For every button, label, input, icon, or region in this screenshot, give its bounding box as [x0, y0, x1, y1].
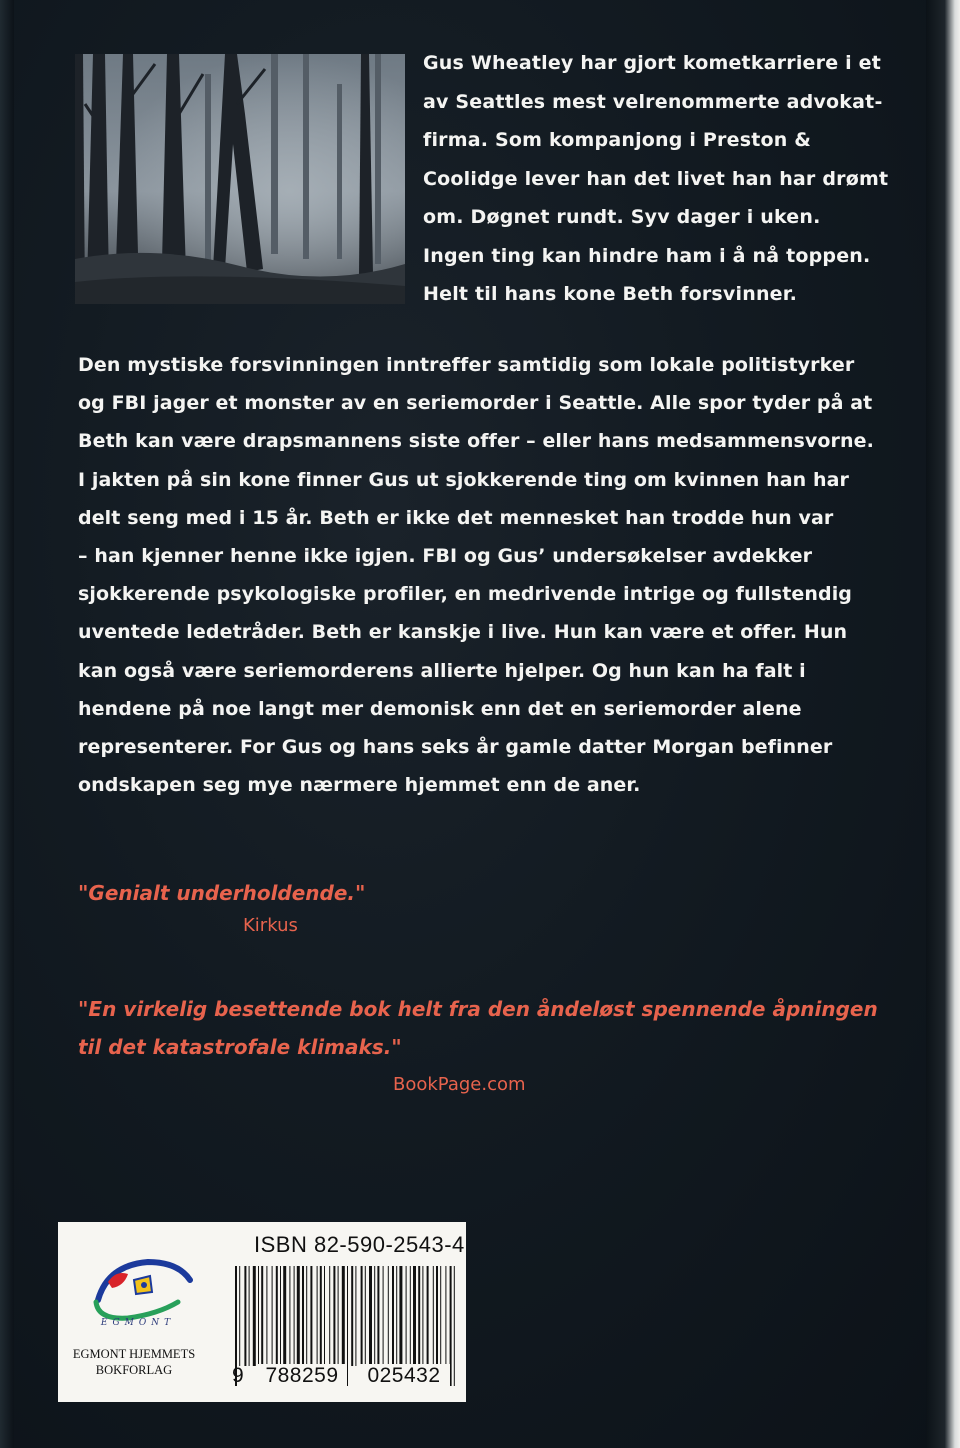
barcode-bar: [317, 1266, 318, 1366]
barcode-bar: [297, 1266, 300, 1366]
ean-first-digit: 9: [232, 1364, 244, 1387]
intro-line: Coolidge lever han det livet han har drømt: [423, 167, 889, 190]
barcode-bar: [374, 1266, 375, 1366]
barcode-bar: [418, 1266, 420, 1366]
barcode-bar: [266, 1266, 267, 1366]
barcode-bar: [383, 1266, 384, 1366]
barcode-bar: [244, 1266, 246, 1366]
cover-spine-edge: [926, 0, 960, 1448]
barcode-bar: [347, 1266, 348, 1386]
barcode-bar: [320, 1266, 322, 1366]
publisher-line: BOKFORLAG: [95, 1363, 173, 1377]
barcode-bar: [302, 1266, 304, 1366]
barcode-bar: [283, 1266, 286, 1366]
egmont-logo-icon: [68, 1240, 208, 1330]
synopsis-line: delt seng med i 15 år. Beth er ikke det mennesket han trodde hun var: [78, 506, 834, 529]
barcode-bar: [272, 1266, 273, 1366]
barcode-bar: [249, 1266, 250, 1366]
synopsis-line: sjokkerende psykologiske profiler, en medrivende intrige og fullstendig: [78, 583, 853, 606]
synopsis-line: representerer. For Gus og hans seks år gamle datter Morgan befinner: [78, 736, 833, 759]
isbn-number: ISBN 82-590-2543-4: [254, 1232, 465, 1257]
ean-right-digits: 025432: [358, 1364, 450, 1388]
barcode-bar: [427, 1266, 429, 1366]
synopsis-line: og FBI jager et monster av en seriemorder i Seattle. Alle spor tyder på at: [78, 392, 873, 415]
barcode-bar: [276, 1266, 278, 1366]
intro-line: Gus Wheatley har gjort kometkarriere i et: [423, 52, 881, 74]
barcode-bar: [377, 1266, 379, 1366]
barcode-bar: [410, 1266, 411, 1366]
synopsis-line: uventede ledetråder. Beth er kanskje i live. Hun kan være et offer. Hun: [78, 621, 848, 644]
barcode-bar: [396, 1266, 397, 1366]
barcode-bar: [333, 1266, 335, 1366]
intro-line: Ingen ting kan hindre ham i å nå toppen.: [423, 244, 871, 267]
synopsis-line: ondskapen seg mye nærmere hjemmet enn de aner.: [78, 774, 641, 797]
quote-line: til det katastrofale klimaks.": [78, 1035, 402, 1059]
egmont-logo-wordmark: EGMONT: [100, 1318, 176, 1328]
intro-line: Helt til hans kone Beth forsvinner.: [423, 283, 798, 305]
barcode-bar: [433, 1266, 434, 1366]
barcode-bar: [294, 1266, 295, 1366]
synopsis-line: kan også være seriemorderens allierte hjelper. Og hun kan ha falt i: [78, 659, 806, 682]
review-source-kirkus: Kirkus: [243, 915, 298, 936]
review-quote-kirkus: "Genialt underholdende.": [78, 881, 366, 905]
barcode-bar: [365, 1266, 366, 1366]
intro-line: firma. Som kompanjong i Preston &: [423, 129, 812, 151]
intro-line: om. Døgnet rundt. Syv dager i uken.: [423, 206, 821, 228]
barcode-bar: [306, 1266, 307, 1366]
barcode-bar: [258, 1266, 259, 1366]
synopsis-line: I jakten på sin kone finner Gus ut sjokkerende ting om kvinnen han har: [78, 468, 849, 491]
misty-forest-photo: [75, 54, 405, 304]
barcode-bar: [289, 1266, 290, 1366]
barcode-bar: [369, 1266, 372, 1366]
intro-paragraph: [423, 44, 893, 314]
synopsis-line: Den mystiske forsvinningen inntreffer samtidig som lokale politistyrker: [78, 354, 855, 376]
barcode-bar: [239, 1266, 240, 1366]
barcode-bar: [422, 1266, 423, 1366]
intro-line: av Seattles mest velrenommerte advokat-: [423, 90, 883, 113]
barcode-bar: [436, 1266, 438, 1366]
review-quote-bookpage: [78, 990, 898, 1066]
barcode-bar: [280, 1266, 281, 1366]
quote-line: "En virkelig besettende bok helt fra den åndeløst spennende åpningen: [78, 997, 878, 1021]
barcode-bar: [406, 1266, 407, 1366]
barcode-bar: [399, 1266, 402, 1366]
synopsis-paragraph: [78, 346, 878, 804]
synopsis-line: Beth kan være drapsmannens siste offer – eller hans medsammensvorne.: [78, 430, 874, 453]
barcode-bar: [413, 1266, 416, 1366]
barcode-bar: [351, 1266, 353, 1366]
publisher-name: [64, 1346, 204, 1378]
barcode-bar: [445, 1266, 446, 1366]
barcode-bar: [324, 1266, 325, 1366]
barcode-bar: [355, 1266, 356, 1366]
barcode-bar: [388, 1266, 389, 1366]
barcode-label: [58, 1222, 466, 1402]
barcode-bar: [253, 1266, 256, 1366]
barcode-bar: [310, 1266, 312, 1366]
barcode-bar: [392, 1266, 394, 1366]
ean-left-digits: 788259: [257, 1364, 347, 1388]
barcode-bar: [454, 1266, 455, 1386]
publisher-line: EGMONT HJEMMETS: [72, 1347, 196, 1361]
cover-left-edge: [0, 0, 14, 1448]
barcode-bar: [440, 1266, 441, 1366]
synopsis-line: hendene på noe langt mer demonisk enn det en seriemorder alene: [78, 697, 802, 720]
barcode-bar: [338, 1266, 339, 1366]
barcode-bar: [329, 1266, 330, 1366]
barcode-bar: [261, 1266, 263, 1366]
barcode-bar: [361, 1266, 363, 1366]
review-source-bookpage: BookPage.com: [393, 1074, 526, 1095]
synopsis-line: – han kjenner henne ikke igjen. FBI og Gus’ undersøkelser avdekker: [78, 545, 813, 568]
